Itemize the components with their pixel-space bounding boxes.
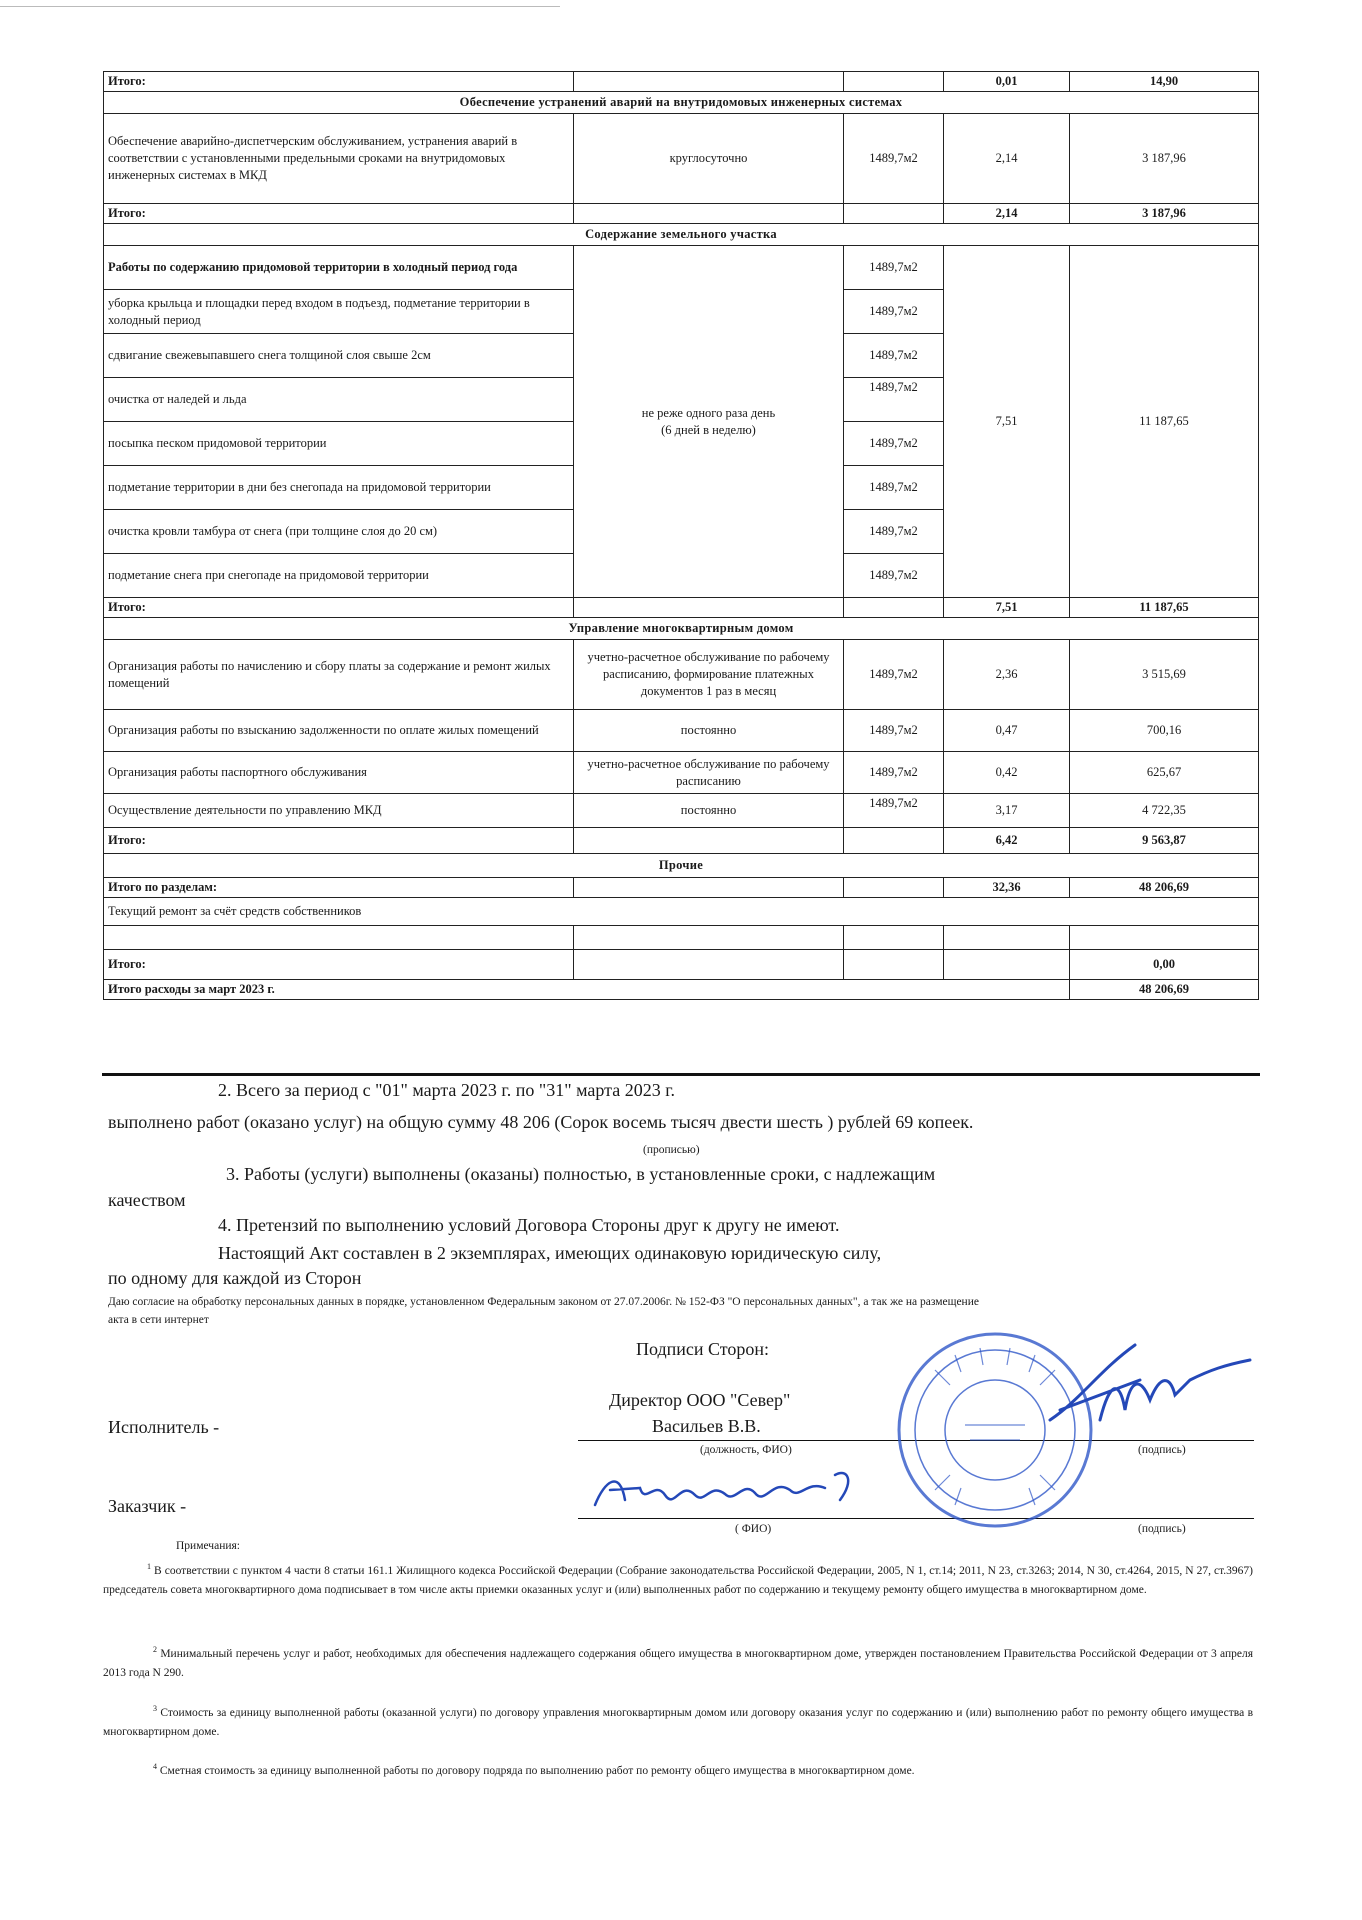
service-name: подметание территории в дни без снегопада на придомовой территории	[104, 466, 574, 510]
itogo-label: Итого:	[104, 204, 574, 224]
itogo-label: Итого:	[104, 598, 574, 618]
rate-cell: 2,36	[944, 640, 1070, 710]
footnote-text: В соответствии с пунктом 4 части 8 статьи 161.1 Жилищного кодекса Российской Федерации (Собрание законодательства Российской Федерации, 2005, N 1, ст.14; 2011, N 23, ст.3263; 2014, N 30, ст.4264, 2015, N 27, ст.3967) председатель совета многоквартирного дома подписывает в том числе акты приемки оказанных услуг и (или) выполненных работ по содержанию и текущему ремонту общего имущества в многоквартирном доме.	[103, 1564, 1253, 1596]
section-header-row	[104, 224, 1259, 246]
periodicity-cell: круглосуточно	[574, 114, 844, 204]
table-row	[104, 898, 1259, 926]
itogo-label: Итого:	[104, 828, 574, 854]
footnote-marker: 4	[153, 1762, 157, 1771]
service-name: Работы по содержанию придомовой территории в холодный период года	[104, 246, 574, 290]
sum-cell: 625,67	[1070, 752, 1259, 794]
director-title: Директор ООО "Север"	[609, 1390, 791, 1410]
footnote-text: Минимальный перечень услуг и работ, необходимых для обеспечения надлежащего содержания общего имущества в многоквартирном доме, утвержден постановлением Правительства Российской Федерации от 3 апреля 2013 года N 290.	[103, 1647, 1254, 1679]
tekushiy-remont-label: Текущий ремонт за счёт средств собственников	[104, 898, 1259, 926]
section-title: Управление многоквартирным домом	[104, 618, 1259, 640]
rate-cell: 3,17	[944, 794, 1070, 828]
section-header-row	[104, 854, 1259, 878]
propisyu-caption: (прописью)	[643, 1144, 700, 1156]
sum-cell: 3 515,69	[1070, 640, 1259, 710]
signature-caption: (подпись)	[1138, 1444, 1186, 1456]
footnote-marker: 1	[147, 1562, 151, 1571]
service-name: Организация работы по начислению и сбору платы за содержание и ремонт жилых помещений	[104, 640, 574, 710]
footnote-text: Стоимость за единицу выполненной работы (оказанной услуги) по договору управления многоквартирным домом или договору оказания услуг по содержанию и (или) выполнению работ по ремонту общего имущества в многоквартирном доме.	[103, 1706, 1254, 1738]
periodicity-line: не реже одного раза день	[641, 405, 776, 420]
periodicity-cell: учетно-расчетное обслуживание по рабочему расписанию	[574, 752, 844, 794]
sum-cell: 3 187,96	[1070, 204, 1259, 224]
consent-line-2: акта в сети интернет	[108, 1314, 209, 1326]
ispolnitel-label: Исполнитель -	[108, 1417, 220, 1437]
table-row	[104, 640, 1259, 710]
paragraph-3: 3. Работы (услуги) выполнены (оказаны) полностью, в установленные сроки, с надлежащим	[226, 1164, 936, 1184]
table-row	[104, 794, 1259, 828]
section-title: Обеспечение устранений аварий на внутридомовых инженерных системах	[104, 92, 1259, 114]
itogo-label: Итого:	[104, 72, 574, 92]
table-row	[104, 204, 1259, 224]
rate-cell: 2,14	[944, 204, 1070, 224]
service-name: Организация работы по взысканию задолженности по оплате жилых помещений	[104, 710, 574, 752]
paragraph-2-sum: выполнено работ (оказано услуг) на общую сумму 48 206 (Сорок восемь тысяч двести шесть ) рублей 69 копеек.	[108, 1112, 974, 1132]
rate-cell: 0,01	[944, 72, 1070, 92]
service-name: посыпка песком придомовой территории	[104, 422, 574, 466]
footnote-text: Сметная стоимость за единицу выполненной работы по договору подряда по выполнению работ по ремонту общего имущества в многоквартирном доме.	[159, 1764, 915, 1777]
rate-cell: 7,51	[944, 246, 1070, 598]
table-row	[104, 980, 1259, 1000]
itogo-label: Итого:	[104, 950, 574, 980]
sum-cell: 700,16	[1070, 710, 1259, 752]
scan-edge-line	[0, 6, 560, 7]
unit-cell: 1489,7м2	[844, 640, 944, 710]
sum-cell: 48 206,69	[1070, 980, 1259, 1000]
unit-cell: 1489,7м2	[844, 510, 944, 554]
periodicity-cell: постоянно	[574, 794, 844, 828]
unit-cell: 1489,7м2	[844, 710, 944, 752]
zakazchik-label: Заказчик -	[108, 1496, 187, 1516]
table-row	[104, 926, 1259, 950]
sum-cell: 4 722,35	[1070, 794, 1259, 828]
service-name: уборка крыльца и площадки перед входом в подъезд, подметание территории в холодный период	[104, 290, 574, 334]
service-name: очистка кровли тамбура от снега (при толщине слоя до 20 см)	[104, 510, 574, 554]
service-name: очистка от наледей и льда	[104, 378, 574, 422]
periodicity-cell: учетно-расчетное обслуживание по рабочему расписанию, формирование платежных документов 1 раз в месяц	[574, 640, 844, 710]
consent-line-1: Даю согласие на обработку персональных данных в порядке, установленном Федеральным законом от 27.07.2006г. № 152-ФЗ "О персональных данных", а так же на размещение	[108, 1296, 979, 1308]
footnote-marker: 3	[153, 1704, 157, 1713]
rate-cell: 2,14	[944, 114, 1070, 204]
director-signature	[1040, 1340, 1270, 1440]
rate-cell: 0,42	[944, 752, 1070, 794]
table-row	[104, 598, 1259, 618]
footnote-2	[103, 1643, 1253, 1683]
unit-cell: 1489,7м2	[844, 752, 944, 794]
customer-signature	[585, 1460, 885, 1520]
section-header-row	[104, 618, 1259, 640]
table-row	[104, 828, 1259, 854]
position-fio-caption: (должность, ФИО)	[700, 1444, 792, 1456]
paragraph-5-end: по одному для каждой из Сторон	[108, 1268, 362, 1288]
section-title: Содержание земельного участка	[104, 224, 1259, 246]
unit-cell: 1489,7м2	[844, 334, 944, 378]
sum-cell: 11 187,65	[1070, 246, 1259, 598]
paragraph-2: 2. Всего за период с "01" марта 2023 г. по "31" марта 2023 г.	[218, 1080, 676, 1100]
notes-title: Примечания:	[176, 1540, 240, 1552]
cost-table	[103, 71, 1259, 1000]
sum-cell: 11 187,65	[1070, 598, 1259, 618]
table-row	[104, 710, 1259, 752]
section-header-row	[104, 92, 1259, 114]
periodicity-line: (6 дней в неделю)	[661, 422, 756, 437]
signatures-title: Подписи Сторон:	[636, 1339, 770, 1359]
service-name: сдвигание свежевыпавшего снега толщиной слоя свыше 2см	[104, 334, 574, 378]
fio-caption: ( ФИО)	[735, 1523, 772, 1535]
table-row	[104, 950, 1259, 980]
periodicity-cell	[574, 246, 844, 598]
service-name: Осуществление деятельности по управлению МКД	[104, 794, 574, 828]
unit-cell: 1489,7м2	[844, 378, 944, 422]
service-name: Обеспечение аварийно-диспетчерским обслуживанием, устранения аварий в соответствии с установленными предельными сроками на внутридомовых инженерных системах в МКД	[104, 114, 574, 204]
periodicity-cell: постоянно	[574, 710, 844, 752]
rate-cell: 32,36	[944, 878, 1070, 898]
signature-caption: (подпись)	[1138, 1523, 1186, 1535]
footnote-1	[103, 1560, 1253, 1600]
unit-cell: 1489,7м2	[844, 422, 944, 466]
footnote-4	[103, 1760, 1253, 1781]
sum-cell: 0,00	[1070, 950, 1259, 980]
service-name: Организация работы паспортного обслуживания	[104, 752, 574, 794]
unit-cell: 1489,7м2	[844, 114, 944, 204]
section-title: Прочие	[104, 854, 1259, 878]
itogo-razdely-label: Итого по разделам:	[104, 878, 574, 898]
paragraph-3-end: качеством	[108, 1190, 186, 1210]
table-row	[104, 114, 1259, 204]
unit-cell: 1489,7м2	[844, 246, 944, 290]
paragraph-4: 4. Претензий по выполнению условий Договора Стороны друг к другу не имеют.	[218, 1215, 840, 1235]
director-name: Васильев В.В.	[652, 1416, 761, 1436]
sum-cell: 9 563,87	[1070, 828, 1259, 854]
table-row	[104, 72, 1259, 92]
footnote-marker: 2	[153, 1645, 157, 1654]
table-row	[104, 752, 1259, 794]
sum-cell: 3 187,96	[1070, 114, 1259, 204]
rate-cell: 0,47	[944, 710, 1070, 752]
itogo-mart-label: Итого расходы за март 2023 г.	[104, 980, 1070, 1000]
unit-cell: 1489,7м2	[844, 794, 944, 828]
sum-cell: 14,90	[1070, 72, 1259, 92]
sum-cell: 48 206,69	[1070, 878, 1259, 898]
footnote-3	[103, 1702, 1253, 1742]
unit-cell: 1489,7м2	[844, 466, 944, 510]
service-name: подметание снега при снегопаде на придомовой территории	[104, 554, 574, 598]
unit-cell: 1489,7м2	[844, 554, 944, 598]
table-row	[104, 246, 1259, 290]
rate-cell: 7,51	[944, 598, 1070, 618]
rate-cell: 6,42	[944, 828, 1070, 854]
table-row	[104, 878, 1259, 898]
unit-cell: 1489,7м2	[844, 290, 944, 334]
divider	[102, 1073, 1260, 1076]
paragraph-5: Настоящий Акт составлен в 2 экземплярах, имеющих одинаковую юридическую силу,	[218, 1243, 882, 1263]
